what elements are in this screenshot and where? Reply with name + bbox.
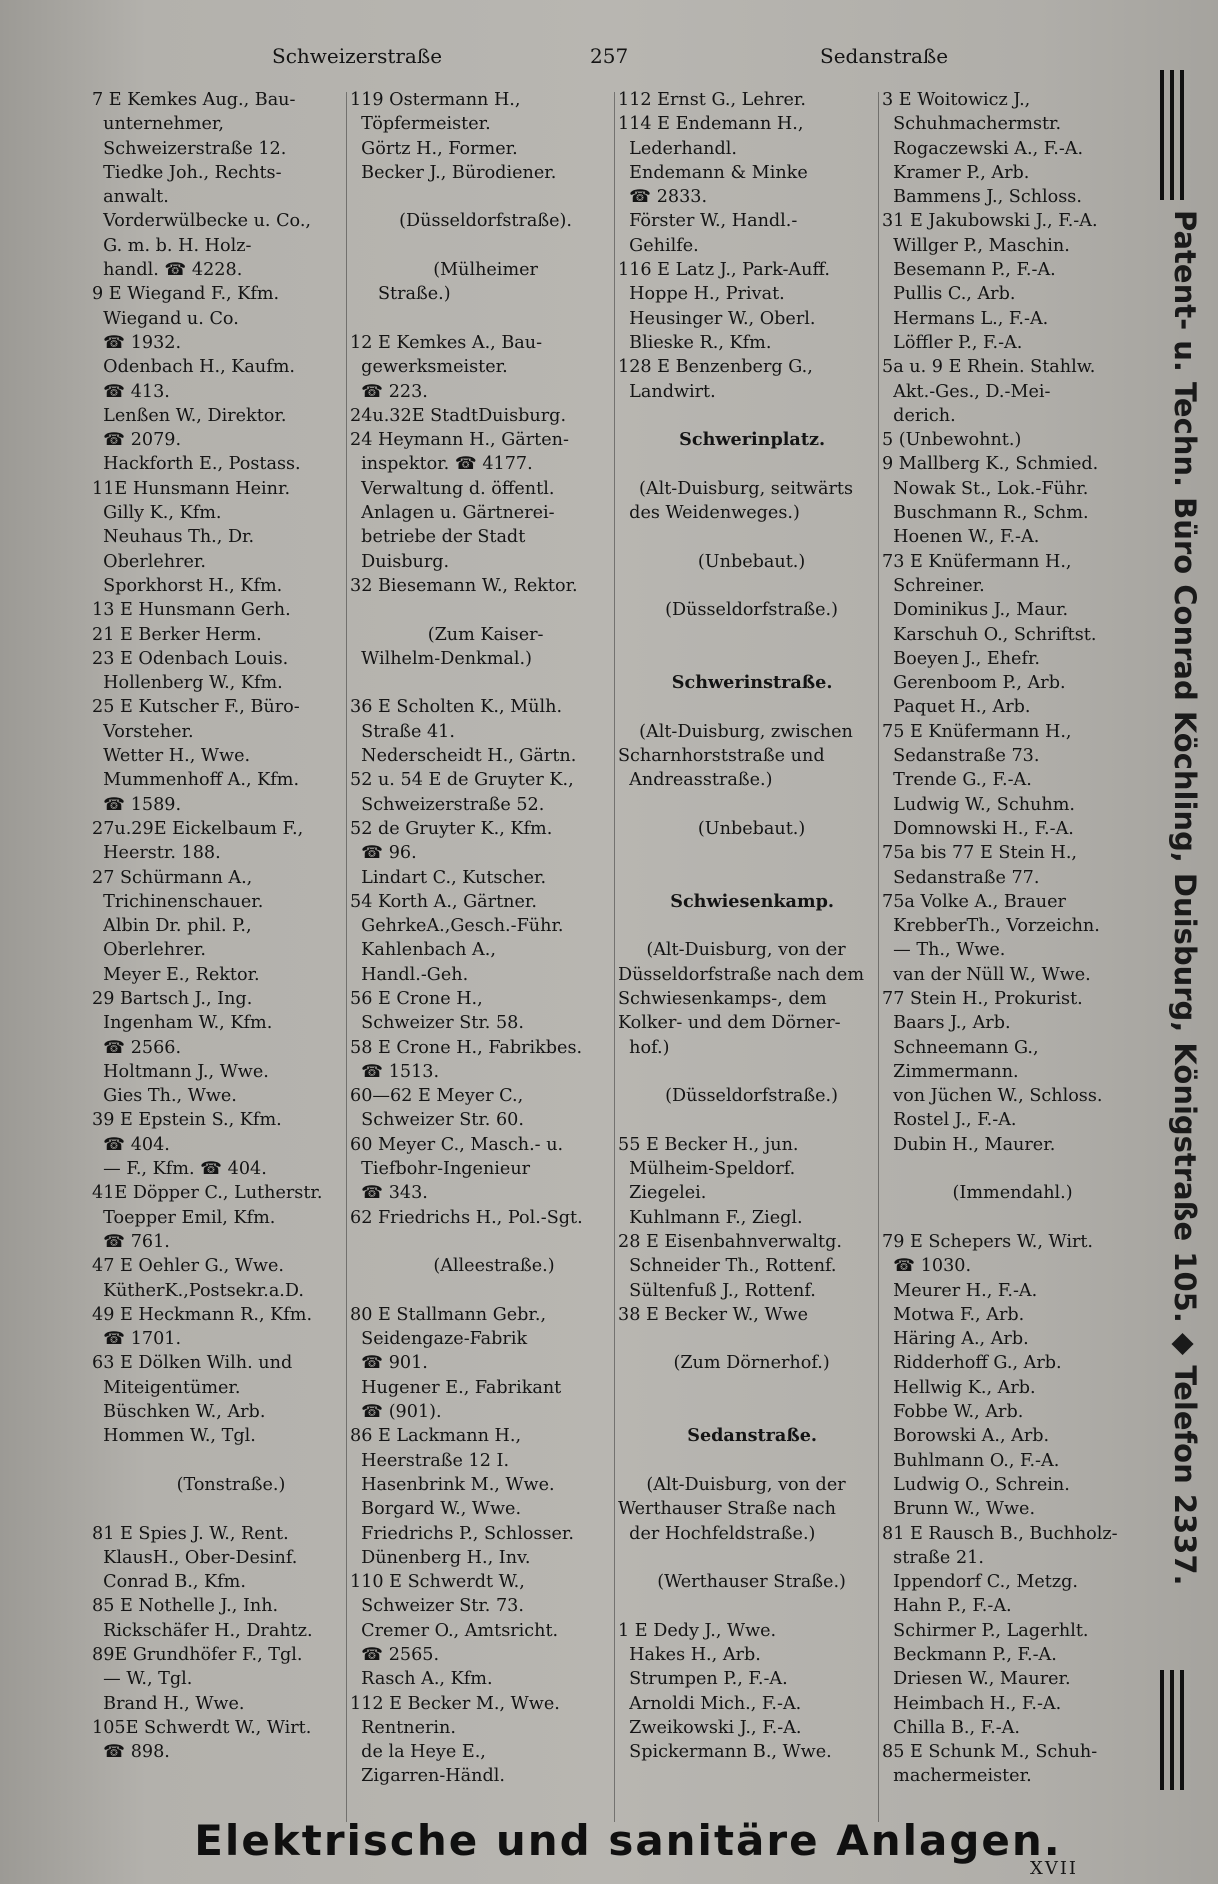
directory-entry-line: — W., Tgl. <box>92 1669 193 1690</box>
directory-entry-line: 47 E Oehler G., Wwe. <box>92 1256 284 1277</box>
directory-entry-line: Sedanstraße 73. <box>882 746 1040 767</box>
directory-entry-line: Rogaczewski A., F.-A. <box>882 138 1084 159</box>
directory-entry-line: 38 E Becker W., Wwe <box>618 1304 809 1325</box>
directory-entry-line <box>618 866 874 890</box>
directory-entry-line: Brunn W., Wwe. <box>882 1499 1036 1520</box>
directory-entry-line: Ippendorf C., Metzg. <box>882 1572 1079 1593</box>
directory-entry-line: ☎ 2079. <box>92 430 182 451</box>
directory-entry-line <box>618 1060 874 1084</box>
directory-entry-line: Strumpen P., F.-A. <box>618 1669 788 1690</box>
directory-entry-line: Oberlehrer. <box>92 940 206 961</box>
directory-entry-line <box>618 1594 874 1618</box>
directory-entry-line: GehrkeA.,Gesch.-Führ. <box>350 916 564 937</box>
directory-entry-line: Schneemann G., <box>882 1037 1039 1058</box>
directory-entry-line: (Düsseldorfstraße.) <box>654 1086 838 1107</box>
directory-entry-line: 55 E Becker H., jun. <box>618 1134 799 1155</box>
directory-entry-line: Wilhelm-Denkmal.) <box>350 648 532 669</box>
directory-entry-line: 86 E Lackmann H., <box>350 1426 522 1447</box>
directory-entry-line: Odenbach H., Kaufm. <box>92 357 296 378</box>
directory-entry-line: Zigarren-Händl. <box>350 1766 505 1787</box>
directory-entry-line: Kuhlmann F., Ziegl. <box>618 1207 803 1228</box>
directory-entry-line: Beckmann P., F.-A. <box>882 1645 1057 1665</box>
directory-entry-line: Borgard W., Wwe. <box>350 1499 522 1520</box>
directory-entry-line: KrebberTh., Vorzeichn. <box>882 916 1100 937</box>
directory-entry-line: — Th., Wwe. <box>882 940 1006 961</box>
directory-entry-line <box>618 914 874 938</box>
directory-entry-line <box>350 307 610 331</box>
directory-entry-line: Düsseldorfstraße nach dem <box>618 964 865 985</box>
side-advertisement <box>1140 70 1210 1810</box>
directory-entry-line: Chilla B., F.-A. <box>882 1717 1020 1738</box>
directory-entry-line: Conrad B., Kfm. <box>92 1572 246 1593</box>
directory-entry-line <box>618 841 874 865</box>
directory-entry-line: Hackforth E., Postass. <box>92 454 301 475</box>
decorative-rules-top <box>1160 70 1196 200</box>
directory-entry-line: 62 Friedrichs H., Pol.-Sgt. <box>350 1207 583 1228</box>
directory-entry-line: ☎ 2566. <box>92 1037 182 1058</box>
directory-entry-line: Schneider Th., Rottenf. <box>618 1256 837 1277</box>
directory-entry-line: Sedanstraße 77. <box>882 867 1040 888</box>
directory-entry-line: Vorsteher. <box>92 721 194 742</box>
directory-entry-line: Blieske R., Kfm. <box>618 332 772 353</box>
directory-entry-line: ☎ 901. <box>350 1353 428 1374</box>
directory-entry-line: Duisburg. <box>350 551 450 572</box>
directory-entry-line: der Hochfeldstraße.) <box>618 1523 816 1544</box>
directory-entry-line: 23 E Odenbach Louis. <box>92 648 289 669</box>
directory-entry-line: Schreiner. <box>882 575 985 596</box>
directory-entry-line: 81 E Rausch B., Buchholz- <box>882 1523 1118 1544</box>
directory-entry-line: Trende G., F.-A. <box>882 770 1032 791</box>
directory-entry-line: Straße 41. <box>350 721 455 742</box>
directory-entry-line: Fobbe W., Arb. <box>882 1402 1024 1423</box>
directory-entry-line: Gilly K., Kfm. <box>92 503 222 524</box>
directory-entry-line: 119 Ostermann H., <box>350 90 521 110</box>
directory-entry-line <box>618 793 874 817</box>
page-number: 257 <box>590 44 629 68</box>
directory-entry-line: Vorderwülbecke u. Co., <box>92 211 312 232</box>
directory-entry-line: 12 E Kemkes A., Bau- <box>350 332 543 353</box>
directory-entry-line: ☎ 1932. <box>92 332 182 353</box>
directory-entry-line: 5 (Unbewohnt.) <box>882 430 1022 451</box>
directory-entry-line: anwalt. <box>92 187 169 208</box>
directory-entry-line <box>618 1449 874 1473</box>
directory-entry-line: 60 Meyer C., Masch.- u. <box>350 1134 564 1155</box>
directory-entry-line: Schweizer Str. 60. <box>350 1110 524 1131</box>
directory-entry-line: (Düsseldorfstraße). <box>388 211 572 232</box>
directory-entry-line: Rostel J., F.-A. <box>882 1110 1017 1131</box>
directory-entry-line: Ludwig O., Schrein. <box>882 1474 1070 1495</box>
directory-entry-line: Schwiesenkamp. <box>657 890 834 912</box>
directory-entry-line: (Alt-Duisburg, seitwärts <box>639 478 853 499</box>
directory-entry-line: Miteigentümer. <box>92 1377 241 1398</box>
directory-entry-line: Nederscheidt H., Gärtn. <box>350 746 577 767</box>
directory-entry-line: 75 E Knüfermann H., <box>882 721 1072 742</box>
directory-entry-line: Meurer H., F.-A. <box>882 1280 1038 1301</box>
directory-entry-line: Hermans L., F.-A. <box>882 308 1049 329</box>
directory-entry-line: Gerenboom P., Arb. <box>882 673 1066 694</box>
directory-entry-line: Mülheim-Speldorf. <box>618 1159 796 1180</box>
header-right-street: Sedanstraße <box>820 44 949 68</box>
directory-entry-line: Hasenbrink M., Wwe. <box>350 1474 555 1495</box>
directory-entry-line: Karschuh O., Schriftst. <box>882 624 1097 645</box>
directory-entry-line: 85 E Schunk M., Schuh- <box>882 1742 1098 1763</box>
directory-entry-line: Ziegelei. <box>618 1183 707 1204</box>
directory-entry-line: Paquet H., Arb. <box>882 697 1031 718</box>
directory-entry-line: G. m. b. H. Holz- <box>92 235 252 256</box>
directory-entry-line: 29 Bartsch J., Ing. <box>92 988 253 1009</box>
directory-entry-line: Sültenfuß J., Rottenf. <box>618 1280 816 1301</box>
directory-entry-line: Motwa F., Arb. <box>882 1304 1025 1325</box>
directory-entry-line <box>618 1376 874 1400</box>
directory-entry-line: machermeister. <box>882 1766 1032 1787</box>
directory-entry-line: Rickschäfer H., Drahtz. <box>92 1620 313 1641</box>
directory-entry-line: 79 E Schepers W., Wirt. <box>882 1231 1094 1252</box>
directory-entry-line: Ingenham W., Kfm. <box>92 1013 273 1034</box>
directory-entry-line: Löffler P., F.-A. <box>882 332 1023 353</box>
directory-entry-line: Lenßen W., Direktor. <box>92 405 287 426</box>
header-left-street: Schweizerstraße <box>272 44 443 68</box>
directory-entry-line: derich. <box>882 405 956 426</box>
directory-entry-line: van der Nüll W., Wwe. <box>882 964 1091 985</box>
directory-entry-line: Schweizer Str. 58. <box>350 1013 524 1034</box>
directory-entry-line: inspektor. ☎ 4177. <box>350 454 533 475</box>
directory-entry-line: ☎ 761. <box>92 1231 170 1252</box>
directory-entry-line: Boeyen J., Ehefr. <box>882 648 1041 669</box>
directory-entry-line: Dubin H., Maurer. <box>882 1134 1056 1155</box>
directory-entry-line <box>350 1279 610 1303</box>
directory-entry-line: (Zum Dörnerhof.) <box>662 1353 830 1374</box>
directory-entry-line: 25 E Kutscher F., Büro- <box>92 697 300 718</box>
directory-entry-line <box>350 234 610 258</box>
directory-entry-line: Trichinenschauer. <box>92 891 264 912</box>
directory-entry-line: (Immendahl.) <box>941 1183 1073 1204</box>
directory-entry-line: Oberlehrer. <box>92 551 206 572</box>
directory-entry-line: Spickermann B., Wwe. <box>618 1742 832 1763</box>
directory-entry-line: (Zum Kaiser- <box>416 624 544 645</box>
directory-entry-line: Becker J., Bürodiener. <box>350 162 557 183</box>
directory-entry-line <box>618 1546 874 1570</box>
directory-entry-line: Buhlmann O., F.-A. <box>882 1450 1060 1471</box>
directory-entry-line: gewerksmeister. <box>350 357 508 378</box>
directory-entry-line: ☎ 1701. <box>92 1329 182 1350</box>
directory-entry-line: Schwiesenkamps-, dem <box>618 988 827 1009</box>
directory-entry-line <box>618 1327 874 1351</box>
directory-entry-line: (Alt-Duisburg, zwischen <box>639 721 853 742</box>
directory-entry-line: Neuhaus Th., Dr. <box>92 527 255 548</box>
directory-entry-line: 110 E Schwerdt W., <box>350 1572 525 1593</box>
directory-entry-line: Görtz H., Former. <box>350 138 518 159</box>
directory-entry-line <box>618 695 874 719</box>
directory-entry-line: betriebe der Stadt <box>350 527 526 548</box>
directory-entry-line: Lederhandl. <box>618 138 737 159</box>
directory-entry-line: KütherK.,Postsekr.a.D. <box>92 1280 304 1301</box>
directory-entry-line: Handl.-Geh. <box>350 964 469 985</box>
column-divider <box>614 92 615 1822</box>
directory-entry-line: Rasch A., Kfm. <box>350 1669 493 1690</box>
directory-entry-line <box>882 1206 1132 1230</box>
directory-entry-line: Hellwig K., Arb. <box>882 1377 1036 1398</box>
directory-entry-line: hof.) <box>618 1037 670 1058</box>
directory-entry-line: ☎ 1513. <box>350 1061 440 1082</box>
directory-entry-line: 75a bis 77 E Stein H., <box>882 843 1078 864</box>
directory-entry-line <box>618 623 874 647</box>
directory-column-2 <box>350 88 610 1828</box>
directory-entry-line <box>618 1400 874 1424</box>
directory-entry-line <box>618 452 874 476</box>
directory-entry-line <box>350 185 610 209</box>
directory-column-4 <box>882 88 1132 1828</box>
directory-entry-line: Dünenberg H., Inv. <box>350 1547 531 1568</box>
directory-entry-line: Borowski A., Arb. <box>882 1426 1050 1447</box>
directory-entry-line: Buschmann R., Schm. <box>882 503 1089 524</box>
directory-entry-line: Endemann & Minke <box>618 162 808 183</box>
directory-entry-line <box>350 598 610 622</box>
directory-entry-line: 36 E Scholten K., Mülh. <box>350 697 563 718</box>
directory-entry-line: 128 E Benzenberg G., <box>618 357 813 378</box>
directory-entry-line: ☎ 343. <box>350 1183 428 1204</box>
directory-entry-line: 54 Korth A., Gärtner. <box>350 891 537 912</box>
directory-entry-line: 9 Mallberg K., Schmied. <box>882 454 1099 475</box>
directory-entry-line: Ridderhoff G., Arb. <box>882 1353 1062 1374</box>
directory-entry-line: Schuhmachermstr. <box>882 114 1062 135</box>
directory-entry-line: 24u.32E StadtDuisburg. <box>350 405 567 426</box>
directory-entry-line: 63 E Dölken Wilh. und <box>92 1353 293 1374</box>
directory-entry-line: Pullis C., Arb. <box>882 284 1016 305</box>
directory-entry-line: (Mülheimer <box>422 260 538 281</box>
directory-entry-line: 3 E Woitowicz J., <box>882 90 1031 110</box>
directory-entry-line: 80 E Stallmann Gebr., <box>350 1304 547 1325</box>
directory-entry-line: Förster W., Handl.- <box>618 211 798 232</box>
directory-entry-line: Sporkhorst H., Kfm. <box>92 575 283 596</box>
directory-entry-line: Tiedke Joh., Rechts- <box>92 162 282 183</box>
directory-entry-line: Hakes H., Arb. <box>618 1645 761 1665</box>
directory-entry-line: de la Heye E., <box>350 1742 486 1763</box>
directory-entry-line: Schwerinstraße. <box>659 672 833 694</box>
directory-entry-line: 112 Ernst G., Lehrer. <box>618 90 806 110</box>
directory-entry-line <box>618 574 874 598</box>
directory-entry-line: 81 E Spies J. W., Rent. <box>92 1523 289 1544</box>
directory-entry-line: Zimmermann. <box>882 1061 1019 1082</box>
directory-entry-line: Driesen W., Maurer. <box>882 1669 1071 1690</box>
directory-entry-line <box>350 671 610 695</box>
directory-entry-line: ☎ 96. <box>350 843 417 864</box>
directory-column-1 <box>92 88 342 1828</box>
directory-entry-line <box>618 647 874 671</box>
directory-entry-line: 114 E Endemann H., <box>618 114 804 135</box>
directory-entry-line: ☎ 1030. <box>882 1256 972 1277</box>
directory-entry-line: Büschken W., Arb. <box>92 1402 266 1423</box>
directory-entry-line: ☎ 2565. <box>350 1645 440 1665</box>
directory-entry-line: Brand H., Wwe. <box>92 1693 245 1714</box>
directory-entry-line: 27 Schürmann A., <box>92 867 253 888</box>
directory-entry-line: Cremer O., Amtsricht. <box>350 1620 559 1641</box>
directory-entry-line: 58 E Crone H., Fabrikbes. <box>350 1037 583 1058</box>
directory-entry-line: (Unbebaut.) <box>686 818 806 839</box>
directory-entry-line: ☎ 898. <box>92 1742 170 1763</box>
directory-entry-line: Arnoldi Mich., F.-A. <box>618 1693 802 1714</box>
directory-entry-line: 105E Schwerdt W., Wirt. <box>92 1717 312 1738</box>
directory-entry-line: Schweizerstraße 12. <box>92 138 287 159</box>
directory-entry-line: 56 E Crone H., <box>350 988 483 1009</box>
directory-entry-line: 13 E Hunsmann Gerh. <box>92 600 291 621</box>
directory-entry-line: Häring A., Arb. <box>882 1329 1029 1350</box>
directory-entry-line: Hoenen W., F.-A. <box>882 527 1040 548</box>
directory-entry-line: Hahn P., F.-A. <box>882 1596 1012 1617</box>
directory-column-3 <box>618 88 874 1828</box>
directory-entry-line: Schwerinplatz. <box>666 429 826 451</box>
directory-entry-line: ☎ 2833. <box>618 187 708 208</box>
directory-entry-line: handl. ☎ 4228. <box>92 260 243 281</box>
directory-entry-line: Straße.) <box>350 284 451 305</box>
directory-entry-line: Wetter H., Wwe. <box>92 746 251 767</box>
decorative-rules-bottom <box>1160 1670 1196 1790</box>
directory-entry-line: Nowak St., Lok.-Führ. <box>882 478 1089 499</box>
directory-entry-line: Toepper Emil, Kfm. <box>92 1207 276 1228</box>
directory-entry-line: Kahlenbach A., <box>350 940 496 961</box>
directory-entry-line: (Alleestraße.) <box>405 1256 555 1277</box>
directory-entry-line: Besemann P., F.-A. <box>882 260 1056 281</box>
directory-entry-line: 5a u. 9 E Rhein. Stahlw. <box>882 357 1096 378</box>
directory-entry-line: 85 E Nothelle J., Inh. <box>92 1596 279 1617</box>
directory-entry-line: 73 E Knüfermann H., <box>882 551 1072 572</box>
directory-entry-line: 11E Hunsmann Heinr. <box>92 478 291 499</box>
directory-entry-line: 52 u. 54 E de Gruyter K., <box>350 770 574 791</box>
directory-entry-line: Gies Th., Wwe. <box>92 1086 237 1107</box>
side-ad-text: Patent- u. Techn. Büro Conrad Köchling, Duisburg, Königstraße 105. ◆ Telefon 2337. <box>1168 210 1202 1586</box>
directory-entry-line: Schirmer P., Lagerhlt. <box>882 1620 1089 1641</box>
directory-entry-line: Gehilfe. <box>618 235 699 256</box>
directory-entry-line: Ludwig W., Schuhm. <box>882 794 1075 815</box>
directory-entry-line: 116 E Latz J., Park-Auff. <box>618 260 830 281</box>
directory-entry-line: Akt.-Ges., D.-Mei- <box>882 381 1051 402</box>
directory-entry-line: 7 E Kemkes Aug., Bau- <box>92 90 296 110</box>
directory-entry-line: 1 E Dedy J., Wwe. <box>618 1620 777 1641</box>
directory-entry-line: 32 Biesemann W., Rektor. <box>350 575 578 596</box>
directory-entry-line: Zweikowski J., F.-A. <box>618 1717 802 1738</box>
directory-entry-line: Scharnhorststraße und <box>618 746 825 767</box>
directory-entry-line: Wiegand u. Co. <box>92 308 239 329</box>
directory-entry-line: Hommen W., Tgl. <box>92 1426 256 1447</box>
directory-entry-line: Willger P., Maschin. <box>882 235 1070 256</box>
directory-entry-line: Heusinger W., Oberl. <box>618 308 816 329</box>
directory-entry-line: unternehmer, <box>92 114 224 135</box>
directory-entry-line: 41E Döpper C., Lutherstr. <box>92 1183 323 1204</box>
directory-entry-line: Bammens J., Schloss. <box>882 187 1082 208</box>
directory-entry-line: Heerstraße 12 I. <box>350 1450 510 1471</box>
directory-entry-line: Schweizerstraße 52. <box>350 794 545 815</box>
directory-entry-line: Hollenberg W., Kfm. <box>92 673 283 694</box>
directory-entry-line: Heerstr. 188. <box>92 843 221 864</box>
column-divider <box>878 92 879 1822</box>
directory-entry-line: (Alt-Duisburg, von der <box>646 1474 846 1495</box>
directory-entry-line: (Unbebaut.) <box>686 551 806 572</box>
directory-entry-line: Kolker- und dem Dörner- <box>618 1013 841 1034</box>
directory-entry-line: Seidengaze-Fabrik <box>350 1329 528 1350</box>
directory-entry-line: von Jüchen W., Schloss. <box>882 1086 1103 1107</box>
directory-entry-line: 21 E Berker Herm. <box>92 624 262 645</box>
directory-entry-line <box>92 1449 342 1473</box>
directory-entry-line: (Düsseldorfstraße.) <box>654 600 838 621</box>
directory-entry-line <box>350 1230 610 1254</box>
directory-entry-line: KlausH., Ober-Desinf. <box>92 1547 298 1568</box>
directory-entry-line <box>618 404 874 428</box>
directory-entry-line: 89E Grundhöfer F., Tgl. <box>92 1645 303 1665</box>
directory-entry-line: des Weidenweges.) <box>618 503 800 524</box>
directory-entry-line <box>92 1497 342 1521</box>
directory-entry-line: 60—62 E Meyer C., <box>350 1086 524 1107</box>
directory-entry-line: Rentnerin. <box>350 1717 456 1738</box>
directory-entry-line: Sedanstraße. <box>674 1425 818 1447</box>
directory-entry-line: ☎ 223. <box>350 381 428 402</box>
directory-entry-line: 112 E Becker M., Wwe. <box>350 1693 560 1714</box>
directory-entry-line: (Tonstraße.) <box>148 1474 286 1495</box>
directory-entry-line: Landwirt. <box>618 381 716 402</box>
directory-entry-line: 31 E Jakubowski J., F.-A. <box>882 211 1098 232</box>
directory-entry-line: ☎ 1589. <box>92 794 182 815</box>
directory-entry-line: 27u.29E Eickelbaum F., <box>92 818 304 839</box>
directory-entry-line: Andreasstraße.) <box>618 770 773 791</box>
directory-entry-line: Schweizer Str. 73. <box>350 1596 524 1617</box>
directory-entry-line: 28 E Eisenbahnverwaltg. <box>618 1231 842 1252</box>
directory-entry-line: 24 Heymann H., Gärten- <box>350 430 569 451</box>
directory-entry-line: 49 E Heckmann R., Kfm. <box>92 1304 313 1325</box>
directory-entry-line: Hoppe H., Privat. <box>618 284 785 305</box>
directory-entry-line: Baars J., Arb. <box>882 1013 1011 1034</box>
directory-entry-line: 52 de Gruyter K., Kfm. <box>350 818 553 839</box>
directory-entry-line: Verwaltung d. öffentl. <box>350 478 555 499</box>
signature-mark: XVII <box>1030 1858 1079 1879</box>
directory-entry-line: 77 Stein H., Prokurist. <box>882 988 1083 1009</box>
directory-entry-line: straße 21. <box>882 1547 984 1568</box>
directory-entry-line: (Werthauser Straße.) <box>646 1572 846 1593</box>
directory-entry-line <box>618 1108 874 1132</box>
directory-entry-line: Töpfermeister. <box>350 114 491 135</box>
directory-entry-line: Hugener E., Fabrikant <box>350 1377 562 1398</box>
directory-entry-line: — F., Kfm. ☎ 404. <box>92 1159 267 1180</box>
directory-entry-line <box>882 1157 1132 1181</box>
directory-entry-line: ☎ 413. <box>92 381 170 402</box>
directory-entry-line: 75a Volke A., Brauer <box>882 891 1066 912</box>
directory-entry-line: ☎ 404. <box>92 1134 170 1155</box>
running-header <box>0 44 1150 74</box>
directory-entry-line: Kramer P., Arb. <box>882 162 1030 183</box>
directory-entry-line: Heimbach H., F.-A. <box>882 1693 1062 1714</box>
directory-entry-line: Albin Dr. phil. P., <box>92 916 252 937</box>
directory-entry-line: Holtmann J., Wwe. <box>92 1061 269 1082</box>
directory-entry-line: (Alt-Duisburg, von der <box>646 940 846 961</box>
directory-entry-line: 39 E Epstein S., Kfm. <box>92 1110 282 1131</box>
directory-entry-line: 9 E Wiegand F., Kfm. <box>92 284 280 305</box>
directory-entry-line: Anlagen u. Gärtnerei- <box>350 503 555 524</box>
directory-entry-line: ☎ (901). <box>350 1402 442 1423</box>
directory-entry-line: Mummenhoff A., Kfm. <box>92 770 300 791</box>
footer-advertisement: Elektrische und sanitäre Anlagen. <box>194 1816 1062 1865</box>
directory-entry-line: Lindart C., Kutscher. <box>350 867 547 888</box>
column-divider <box>346 92 347 1822</box>
directory-entry-line: Dominikus J., Maur. <box>882 600 1069 621</box>
directory-entry-line: Meyer E., Rektor. <box>92 964 260 985</box>
directory-entry-line: Friedrichs P., Schlosser. <box>350 1523 574 1544</box>
directory-entry-line: Werthauser Straße nach <box>618 1499 836 1520</box>
directory-entry-line: Domnowski H., F.-A. <box>882 818 1074 839</box>
directory-entry-line: Tiefbohr-Ingenieur <box>350 1159 531 1180</box>
directory-entry-line <box>618 525 874 549</box>
